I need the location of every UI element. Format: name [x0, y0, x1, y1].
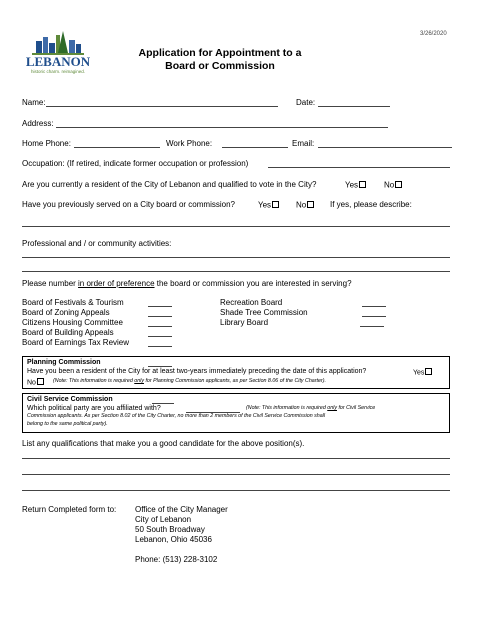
- describe-label: If yes, please describe:: [330, 200, 412, 209]
- qualifications-field-1[interactable]: [22, 458, 450, 459]
- return-address-line: 50 South Broadway: [135, 525, 205, 534]
- logo-name: LEBANON: [25, 54, 91, 69]
- date-label: Date:: [296, 98, 316, 107]
- civil-note-line2: Commission applicants. As per Section 8.02 of the City Charter, no more than 2 members of the Civil Service Commission shall: [27, 413, 326, 419]
- email-field[interactable]: [318, 147, 452, 148]
- board-item: Citizens Housing Committee: [22, 318, 123, 327]
- board-rank-field[interactable]: [362, 316, 386, 317]
- planning-yes-label: Yes: [413, 369, 425, 377]
- skyline-icon: [22, 27, 94, 57]
- name-field[interactable]: [46, 106, 278, 107]
- planning-rank-field[interactable]: [148, 366, 172, 367]
- board-item: Shade Tree Commission: [220, 308, 308, 317]
- board-rank-field[interactable]: [148, 316, 172, 317]
- home-phone-field[interactable]: [74, 147, 160, 148]
- name-label: Name:: [22, 98, 46, 107]
- qualifications-field-2[interactable]: [22, 474, 450, 475]
- return-address-line: City of Lebanon: [135, 515, 192, 524]
- civil-note-post: for Civil Service: [336, 405, 376, 411]
- activities-label: Professional and / or community activities:: [22, 239, 172, 248]
- email-label: Email:: [292, 139, 315, 148]
- resident-no-label: No: [384, 180, 395, 190]
- qualifications-label: List any qualifications that make you a good candidate for the above position(s).: [22, 439, 305, 448]
- planning-no-label: No: [27, 379, 36, 387]
- occupation-field[interactable]: [268, 167, 450, 168]
- occupation-label: Occupation: (If retired, indicate former occupation or profession): [22, 159, 249, 168]
- planning-yes-option[interactable]: [413, 368, 432, 377]
- activities-field-2[interactable]: [22, 271, 450, 272]
- resident-yes-label: Yes: [345, 180, 359, 190]
- previous-yes-option[interactable]: [258, 201, 279, 210]
- board-item: Board of Zoning Appeals: [22, 308, 110, 317]
- board-rank-field[interactable]: [360, 326, 384, 327]
- return-address-line: Office of the City Manager: [135, 505, 228, 514]
- address-field[interactable]: [56, 127, 388, 128]
- form-date: 3/26/2020: [420, 31, 447, 37]
- planning-no-checkbox[interactable]: [37, 378, 44, 385]
- form-title-line2: Board or Commission: [165, 60, 275, 72]
- planning-note-only: only: [134, 378, 144, 384]
- previous-yes-label: Yes: [258, 200, 272, 210]
- civil-note-only: only: [327, 405, 337, 411]
- resident-question: Are you currently a resident of the City of Lebanon and qualified to vote in the City?: [22, 180, 317, 189]
- previous-no-label: No: [296, 200, 307, 210]
- return-address-line: Lebanon, Ohio 45036: [135, 535, 212, 544]
- preference-emphasis: in order of preference: [78, 279, 155, 288]
- work-phone-field[interactable]: [222, 147, 288, 148]
- civil-service-title: Civil Service Commission: [27, 396, 113, 403]
- board-item: Recreation Board: [220, 298, 283, 307]
- date-field[interactable]: [318, 106, 390, 107]
- work-phone-label: Work Phone:: [166, 139, 213, 148]
- return-phone: Phone: (513) 228-3102: [135, 555, 218, 564]
- planning-note-pre: (Note: This information is required: [53, 378, 135, 384]
- resident-no-checkbox[interactable]: [395, 181, 402, 188]
- address-label: Address:: [22, 119, 54, 128]
- preference-text-pre: Please number: [22, 279, 79, 288]
- civil-note-line1: [246, 406, 375, 411]
- civil-question: Which political party are you affiliated with?: [27, 405, 161, 412]
- planning-note-post: for Planning Commission applicants, as per Section 8.06 of the City Charter).: [143, 378, 326, 384]
- previous-yes-checkbox[interactable]: [272, 201, 279, 208]
- planning-no-option[interactable]: [27, 378, 44, 387]
- civil-note-pre: (Note: This information is required: [246, 405, 328, 411]
- city-logo: [22, 27, 94, 79]
- qualifications-field-3[interactable]: [22, 490, 450, 491]
- board-rank-field[interactable]: [148, 306, 172, 307]
- home-phone-label: Home Phone:: [22, 139, 71, 148]
- logo-tagline: historic charm. reimagined.: [30, 69, 86, 74]
- board-item: Board of Earnings Tax Review: [22, 338, 130, 347]
- describe-field[interactable]: [22, 226, 450, 227]
- board-rank-field[interactable]: [148, 336, 172, 337]
- return-label: Return Completed form to:: [22, 505, 117, 514]
- board-rank-field[interactable]: [362, 306, 386, 307]
- board-rank-field[interactable]: [148, 346, 172, 347]
- preference-text-post: the board or commission you are interested in serving?: [154, 279, 352, 288]
- civil-note-line3: belong to the same political party).: [27, 421, 108, 427]
- resident-yes-option[interactable]: [345, 181, 366, 190]
- form-title-line1: Application for Appointment to a: [138, 47, 302, 59]
- planning-yes-checkbox[interactable]: [425, 368, 432, 375]
- previous-no-option[interactable]: [296, 201, 314, 210]
- board-item: Board of Festivals & Tourism: [22, 298, 124, 307]
- board-rank-field[interactable]: [148, 326, 172, 327]
- previous-question: Have you previously served on a City board or commission?: [22, 200, 235, 209]
- resident-no-option[interactable]: [384, 181, 402, 190]
- planning-note: [53, 379, 326, 384]
- activities-field-1[interactable]: [22, 257, 450, 258]
- planning-question: Have you been a resident of the City for at least two-years immediately preceding the date of this application?: [27, 368, 367, 375]
- board-item: Library Board: [220, 318, 269, 327]
- preference-instruction: [22, 280, 352, 288]
- board-item: Board of Building Appeals: [22, 328, 114, 337]
- planning-commission-title: Planning Commission: [27, 359, 101, 366]
- civil-rank-field[interactable]: [152, 403, 174, 404]
- resident-yes-checkbox[interactable]: [359, 181, 366, 188]
- previous-no-checkbox[interactable]: [307, 201, 314, 208]
